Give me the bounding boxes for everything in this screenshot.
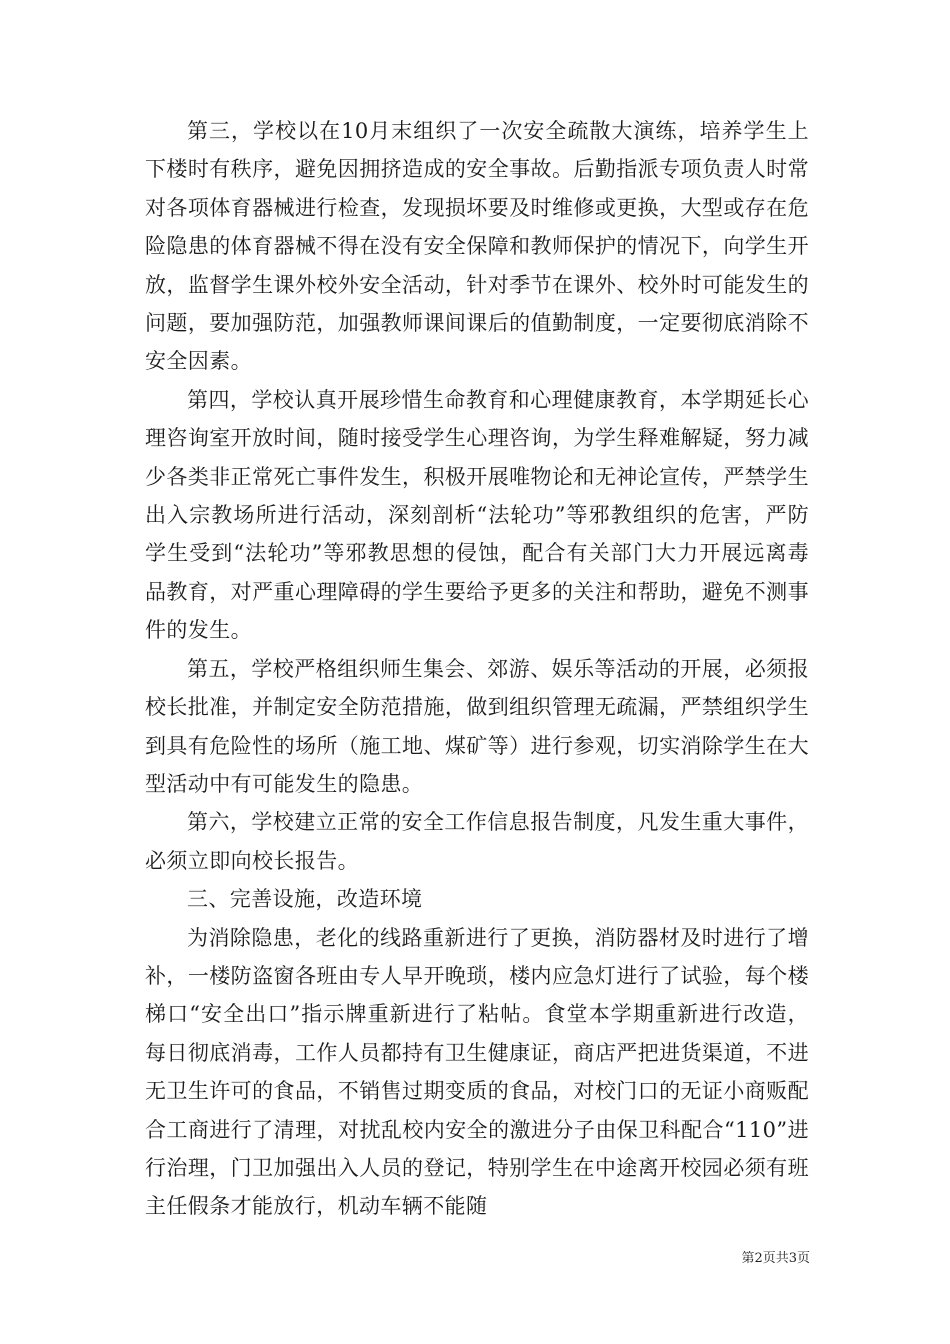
- section-heading: 三、完善设施，改造环境: [187, 887, 423, 912]
- paragraph-sixth: 第六，学校建立正常的安全工作信息报告制度，凡发生重大事件，必须立即向校长报告。: [145, 810, 809, 873]
- document-body: [145, 112, 809, 1226]
- paragraph-third: 第三，学校以在10月末组织了一次安全疏散大演练，培养学生上下楼时有秩序，避免因拥挤造成的安全事故。后勤指派专项负责人时常对各项体育器械进行检查，发现损坏要及时维修或更换，大型或存在危险隐患的体育器械不得在没有安全保障和教师保护的情况下，向学生开放，监督学生课外校外安全活动，针对季节在课外、校外时可能发生的问题，要加强防范，加强教师课间课后的值勤制度，一定要彻底消除不安全因素。: [145, 119, 809, 374]
- paragraph-fourth: 第四，学校认真开展珍惜生命教育和心理健康教育，本学期延长心理咨询室开放时间，随时接受学生心理咨询，为学生释难解疑，努力减少各类非正常死亡事件发生，积极开展唯物论和无神论宣传，严禁学生出入宗教场所进行活动，深刻剖析“法轮功”等邪教组织的危害，严防学生受到“法轮功”等邪教思想的侵蚀，配合有关部门大力开展远离毒品教育，对严重心理障碍的学生要给予更多的关注和帮助，避免不测事件的发生。: [145, 387, 809, 643]
- paragraph-fifth: 第五，学校严格组织师生集会、郊游、娱乐等活动的开展，必须报校长批准，并制定安全防范措施，做到组织管理无疏漏，严禁组织学生到具有危险性的场所（施工地、煤矿等）进行参观，切实消除学生在大型活动中有可能发生的隐患。: [145, 656, 809, 796]
- page-number: 第2页共3页: [741, 1251, 810, 1266]
- paragraph-facilities: 为消除隐患，老化的线路重新进行了更换，消防器材及时进行了增补，一楼防盗窗各班由专人早开晚琐，楼内应急灯进行了试验，每个楼梯口“安全出口”指示牌重新进行了粘帖。食堂本学期重新进行改造，每日彻底消毒，工作人员都持有卫生健康证，商店严把进货渠道，不进无卫生许可的食品，不销售过期变质的食品，对校门口的无证小商贩配合工商进行了清理，对扰乱校内安全的激进分子由保卫科配合“110”进行治理，门卫加强出入人员的登记，特别学生在中途离开校园必须有班主任假条才能放行，机动车辆不能随: [145, 925, 809, 1219]
